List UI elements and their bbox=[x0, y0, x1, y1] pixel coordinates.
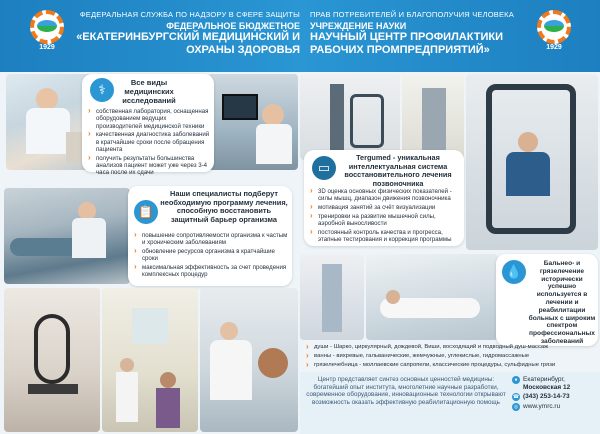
monitor-icon: ▭ bbox=[312, 156, 336, 180]
card-specialists bbox=[128, 186, 292, 286]
card-tergumed bbox=[304, 150, 464, 246]
footer-text: Центр представляет синтез основных ценностей медицины: богатейший опыт института, многолетние научные разработки, современное оборудование, инновационные технологии открывают возможность оказать эффективную реабилитационную помощь bbox=[306, 376, 506, 406]
header-right-small: ПРАВ ПОТРЕБИТЕЛЕЙ И БЛАГОПОЛУЧИЯ ЧЕЛОВЕКА bbox=[310, 10, 514, 19]
list-item: › качественная диагностика заболеваний в кратчайшие сроки после обращения пациента bbox=[88, 131, 212, 153]
research-icon: ⚕ bbox=[90, 78, 114, 102]
photo-balneotherapy bbox=[366, 254, 498, 340]
site-row bbox=[512, 403, 598, 411]
list-item: › 3D оценка основных физических показателей - силы мышц, диапазон движения позвоночника bbox=[310, 188, 462, 203]
photo-shower-room bbox=[300, 254, 364, 340]
logo-year-right: 1929 bbox=[546, 44, 562, 51]
photo-tergumed-patient bbox=[466, 74, 598, 250]
header-right-title: НАУЧНЫЙ ЦЕНТР ПРОФИЛАКТИКИ РАБОЧИХ ПРОМПРЕДПРИЯТИЙ» bbox=[310, 31, 503, 56]
card-tergumed-title: Tergumed - уникальная интеллектуальная система восстановительного лечения позвоночника bbox=[344, 153, 452, 188]
photo-exercise-machine bbox=[4, 288, 100, 432]
header-left-small: ФЕДЕРАЛЬНАЯ СЛУЖБА ПО НАДЗОРУ В СФЕРЕ ЗАЩИТЫ bbox=[79, 10, 300, 19]
photo-inhalation bbox=[200, 288, 298, 432]
photo-rehab-equipment bbox=[300, 74, 400, 160]
card-specialists-list bbox=[134, 232, 288, 280]
list-item: › души - Шарко, циркулярный, дождевой, Виши, восходящий и подводный душ-массаж bbox=[306, 344, 596, 351]
list-item: › повышение сопротивляемости организма к частым и хроническим заболеваниям bbox=[134, 232, 288, 247]
card-research-title: Все виды медицинских исследований bbox=[122, 78, 176, 105]
card-research bbox=[82, 74, 214, 177]
location-icon: ● bbox=[512, 376, 520, 384]
clipboard-icon: 📋 bbox=[134, 200, 158, 224]
header-left-mid: ФЕДЕРАЛЬНОЕ БЮДЖЕТНОЕ bbox=[166, 21, 300, 31]
phone-row bbox=[512, 393, 598, 401]
address-street: Московская 12 bbox=[523, 383, 571, 391]
photo-diagnostics bbox=[208, 74, 298, 170]
list-item: › постоянный контроль качества и прогресса, этапные тестирования и коррекция программы bbox=[310, 229, 462, 244]
address-row bbox=[512, 376, 598, 391]
card-balneo-title: Бальнео- и грязелечение исторически успешно используется в лечении и реабилитации больных с широким спектром профессиональных заболеваний bbox=[528, 260, 596, 345]
list-item: › обновление ресурсов организма в кратчайшие сроки bbox=[134, 248, 288, 263]
list-item: › тренировки на развитие мышечной силы, аэробной выносливости bbox=[310, 213, 462, 228]
contacts-block bbox=[512, 376, 598, 412]
address-city: Екатеринбург, bbox=[523, 376, 565, 383]
card-specialists-title: Наши специалисты подберут необходимую программу лечения, способную восстановить защитный барьер организма bbox=[160, 189, 288, 224]
list-item: › собственная лаборатория, оснащенная оборудованием ведущих производителей медицинской техники bbox=[88, 108, 212, 130]
header-right-mid: УЧРЕЖДЕНИЕ НАУКИ bbox=[310, 21, 407, 31]
list-item: › получить результаты большинства анализов пациент может уже через 3-4 часа после их сдачи bbox=[88, 155, 212, 177]
card-tergumed-list bbox=[310, 188, 462, 245]
card-research-list bbox=[88, 108, 212, 178]
globe-icon: ◎ bbox=[513, 403, 519, 410]
card-balneo bbox=[496, 254, 598, 346]
logo-year: 1929 bbox=[39, 44, 55, 51]
phone-icon: ☎ bbox=[512, 394, 520, 400]
photo-tergumed-room bbox=[402, 74, 464, 160]
water-drop-icon: 💧 bbox=[502, 260, 526, 284]
list-item: › мотивация занятий за счёт визуализации bbox=[310, 204, 462, 211]
list-item: › максимальная эффективность за счет проведения комплексных процедур bbox=[134, 264, 288, 279]
list-item: › грязелечебница - моллаевские сапропели, классические процедуры, сульфидные грязи bbox=[306, 362, 596, 369]
list-item: › ванны - вихревые, гальванические, жемчужные, углекислые, гидромассажные bbox=[306, 353, 596, 360]
header-banner bbox=[0, 0, 600, 72]
website-link[interactable]: www.ymrc.ru bbox=[523, 402, 561, 410]
header-left-title: «ЕКАТЕРИНБУРГСКИЙ МЕДИЦИНСКИЙ И ОХРАНЫ ЗДОРОВЬЯ bbox=[76, 31, 300, 56]
balneo-list bbox=[306, 344, 596, 370]
photo-patient-therapy bbox=[4, 188, 130, 284]
photo-corridor bbox=[102, 288, 198, 432]
phone-number[interactable]: (343) 253-14-73 bbox=[523, 393, 570, 400]
institute-logo-icon-right bbox=[535, 8, 573, 54]
